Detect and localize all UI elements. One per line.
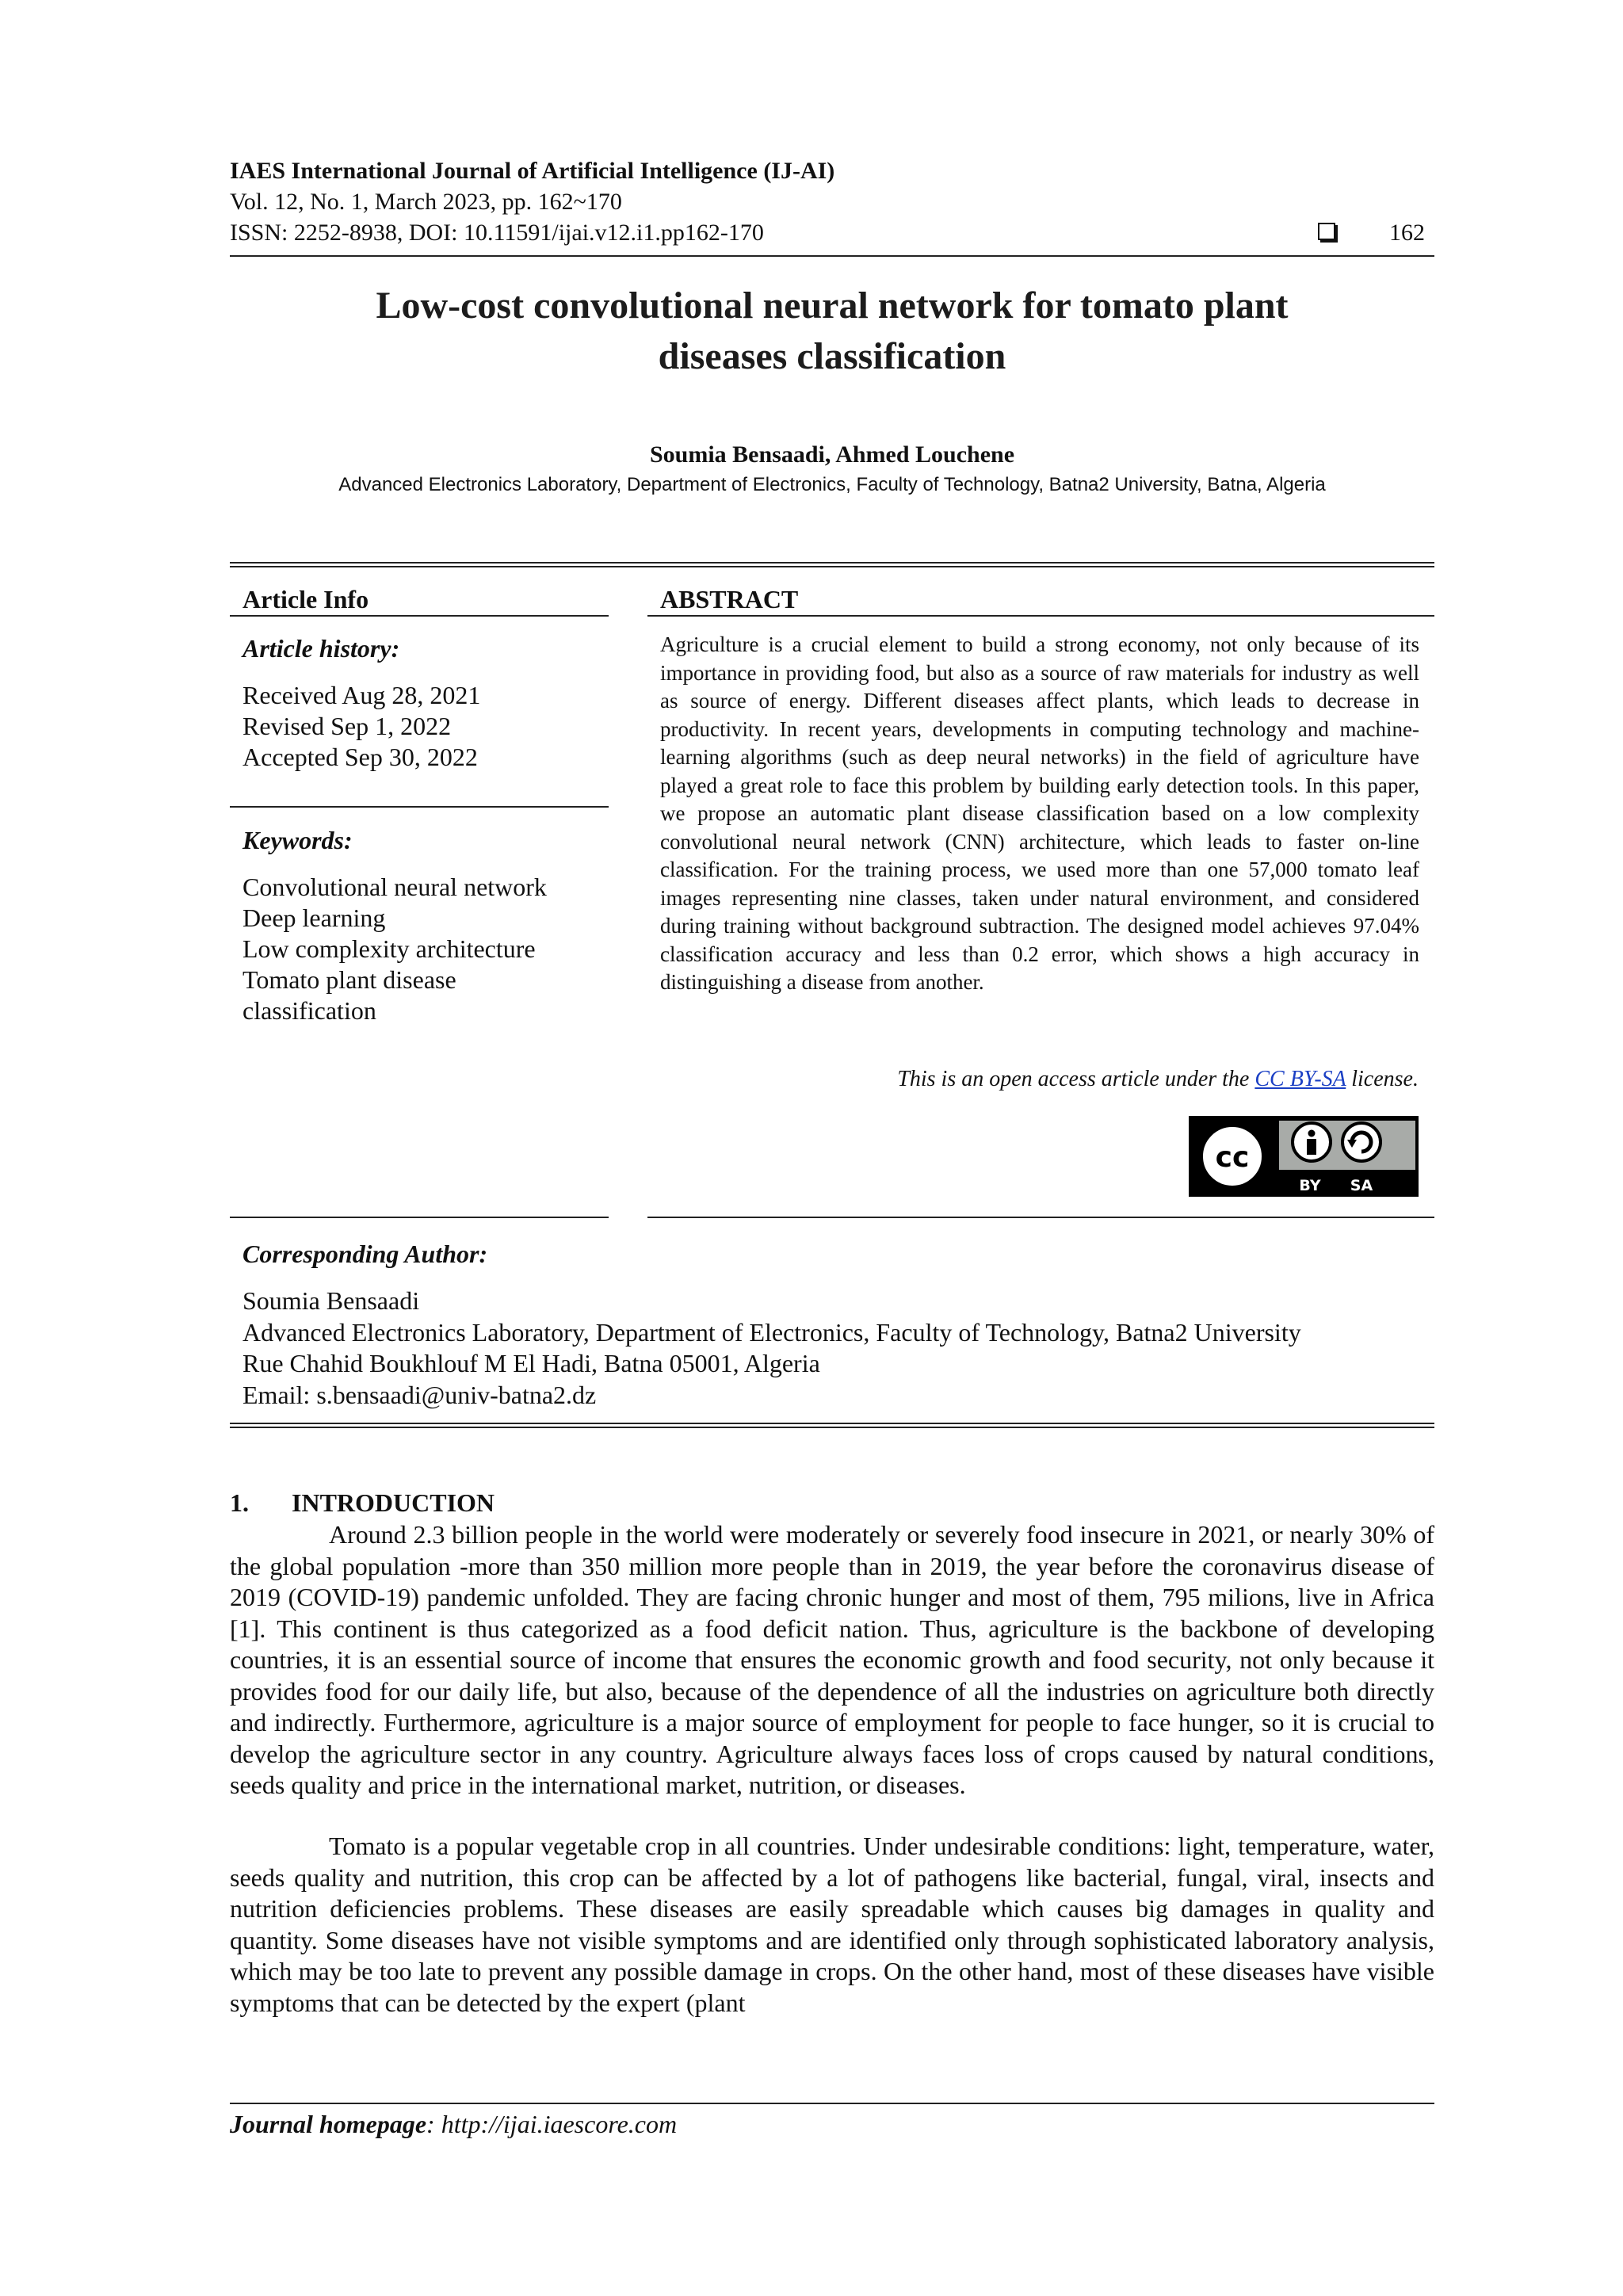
checkbox-square-icon <box>1318 223 1335 240</box>
article-info-bottom-rule <box>230 1217 609 1218</box>
keyword-item: Convolutional neural network <box>242 873 547 901</box>
abstract-rule <box>647 615 1434 617</box>
info-top-rule-2 <box>230 566 1434 567</box>
cc-by-sa-badge <box>1189 1116 1419 1197</box>
abstract-heading: ABSTRACT <box>660 585 799 613</box>
paper-title <box>230 281 1434 382</box>
corresponding-details <box>242 1286 1301 1411</box>
keyword-item: Tomato plant disease <box>242 965 456 994</box>
volume-info: Vol. 12, No. 1, March 2023, pp. 162~170 <box>230 189 622 215</box>
history-heading: Article history: <box>242 634 400 663</box>
info-bottom-rule <box>230 1423 1434 1424</box>
corresponding-affiliation: Advanced Electronics Laboratory, Department of Electronics, Faculty of Technology, Batna2 University <box>242 1317 1301 1347</box>
issn-doi: ISSN: 2252-8938, DOI: 10.11591/ijai.v12.i1.pp162-170 <box>230 220 764 246</box>
keywords-rule <box>230 806 609 808</box>
keyword-item: Deep learning <box>242 904 386 932</box>
sa-label: SA <box>1350 1177 1373 1194</box>
abstract-text: Agriculture is a crucial element to build a strong economy, not only because of its importance in providing food, but also as a source of raw materials for industry as well as source of energy. Different diseases affect plants, which leads to decrease in productivity. In recent years, developments in computing technology and machine-learning algorithms (such as deep neural networks) in the field of agriculture have played a great role to face this problem by building early detection tools. In this paper, we propose an automatic plant disease classification based on a low complexity convolutional neural network (CNN) architecture, which leads to faster on-line classification. For the training process, we used more than one 57,000 tomato leaf images representing nine classes, taken under natural environment, and considered during training without background subtraction. The designed model achieves 97.04% classification accuracy and less than 0.2 error, which shows a high accuracy in distinguishing a disease from another. <box>660 632 1419 994</box>
cc-badge-graphic <box>1189 1116 1419 1197</box>
keyword-item: Low complexity architecture <box>242 934 536 963</box>
received-date: Received Aug 28, 2021 <box>242 681 481 709</box>
intro-paragraph-1: Around 2.3 billion people in the world were moderately or severely food insecure in 2021, or nearly 30% of the global population -more than 350 million more people than in 2019, the year before the coronavirus disease of 2019 (COVID-19) pandemic unfolded. They are facing chronic hunger and most of them, 795 milions, live in Africa [1]. This continent is thus categorized as a food deficit nation. Thus, agriculture is the backbone of developing countries, it is an essential source of income that ensures the economic growth and food security, not only because it provides food for our daily life, but also, because of the dependence of all the industries on agriculture both directly and indirectly. Furthermore, agriculture is a major source of employment for people to face hunger, so it is crucial to develop the agriculture sector in any country. Agriculture always faces loss of crops caused by natural conditions, seeds quality and price in the international market, nutrition, or diseases. <box>230 1520 1434 1799</box>
info-bottom-rule-2 <box>230 1427 1434 1428</box>
section-heading <box>230 1488 495 1518</box>
license-link[interactable]: CC BY-SA <box>1254 1067 1346 1091</box>
history-list <box>242 680 480 773</box>
accepted-date: Accepted Sep 30, 2022 <box>242 743 478 771</box>
article-info-rule <box>230 615 609 617</box>
by-label: BY <box>1299 1177 1321 1194</box>
homepage-label: Journal homepage <box>230 2110 427 2138</box>
footer-rule <box>230 2103 1434 2104</box>
page-number: 162 <box>1389 220 1425 246</box>
open-access-note <box>897 1067 1419 1092</box>
homepage-url[interactable]: : http://ijai.iaescore.com <box>426 2110 678 2138</box>
revised-date: Revised Sep 1, 2022 <box>242 712 452 740</box>
keyword-item: classification <box>242 996 376 1025</box>
journal-homepage <box>230 2110 677 2139</box>
keywords-list <box>242 872 547 1026</box>
title-line-2: diseases classification <box>658 335 1006 377</box>
section-title: INTRODUCTION <box>292 1488 495 1517</box>
title-line-1: Low-cost convolutional neural network for tomato plant <box>376 285 1289 327</box>
oa-suffix: license. <box>1346 1067 1419 1091</box>
article-info-heading: Article Info <box>242 585 369 613</box>
journal-name: IAES International Journal of Artificial Intelligence (IJ-AI) <box>230 158 835 184</box>
header-rule <box>230 255 1434 257</box>
cc-letters: cc <box>1215 1141 1250 1174</box>
corresponding-email: Email: s.bensaadi@univ-batna2.dz <box>242 1380 597 1409</box>
intro-paragraph-2: Tomato is a popular vegetable crop in all countries. Under undesirable conditions: light, temperature, water, seeds quality and nutrition, this crop can be affected by a lot of pathogens like bacterial, fungal, viral, insects and nutrition deficiencies problems. These diseases are easily spreadable which causes big damages in quality and quantity. Some diseases have not visible symptoms and are identified only through sophisticated laboratory analysis, which may be too late to prevent any possible damage in crops. On the other hand, most of these diseases have visible symptoms that can be detected by the expert (plant <box>230 1832 1434 2017</box>
section-number: 1. <box>230 1488 249 1517</box>
oa-prefix: This is an open access article under the <box>897 1067 1255 1091</box>
info-top-rule <box>230 562 1434 563</box>
corresponding-address: Rue Chahid Boukhlouf M El Hadi, Batna 05001, Algeria <box>242 1349 820 1377</box>
authors: Soumia Bensaadi, Ahmed Louchene <box>649 441 1015 468</box>
corresponding-name: Soumia Bensaadi <box>242 1286 420 1315</box>
share-alike-icon <box>1342 1123 1381 1161</box>
keywords-heading: Keywords: <box>242 826 353 854</box>
affiliation: Advanced Electronics Laboratory, Department of Electronics, Faculty of Technology, Batna2 University, Batna, Algeria <box>338 474 1326 495</box>
abstract-bottom-rule <box>647 1217 1434 1218</box>
corresponding-heading: Corresponding Author: <box>242 1240 488 1268</box>
